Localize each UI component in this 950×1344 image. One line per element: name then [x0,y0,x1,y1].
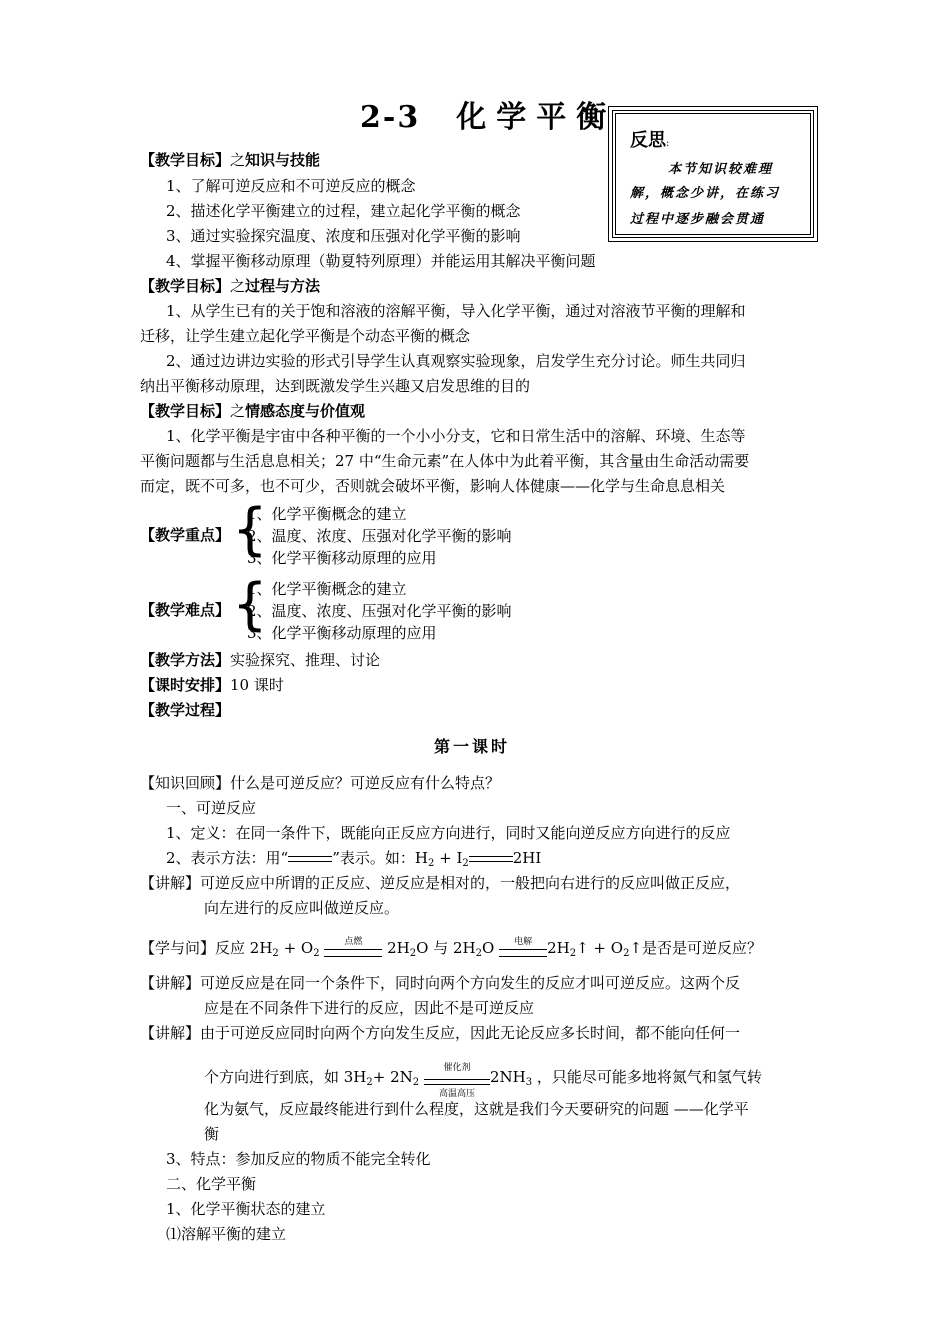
paragraph-line: 1、化学平衡是宇宙中各种平衡的一个小小分支，它和日常生活中的溶解、环境、生态等 [166,427,746,445]
difficult-points-label: 【教学难点】 [140,601,231,619]
review-line: 【知识回顾】什么是可逆反应？可逆反应有什么特点？ [140,774,501,792]
goal-knowledge-heading: 【教学目标】之知识与技能 [140,151,321,169]
key-point-item: 2、温度、浓度、压强对化学平衡的影响 [247,527,512,545]
goal-item: 2、描述化学平衡建立的过程，建立起化学平衡的概念 [166,202,521,220]
key-point-item: 1、化学平衡概念的建立 [247,505,407,523]
brace-icon: { [232,497,268,562]
difficult-point-item: 3、化学平衡移动原理的应用 [247,624,437,642]
explanation-line: 个方向进行到底，如 $3H_2+ 2N_2$ 催化剂 高温高压 $2NH_3$ ，只能尽可能多地将氮气和氢气转 [204,1063,762,1099]
representation-line: 2、表示方法：用“ ”表示。如：$H_2 + I_2$ 2HI [166,849,542,869]
explanation-line: 应是在不同条件下进行的反应，因此不是可逆反应 [204,999,535,1017]
explanation-line: 【讲解】可逆反应是在同一个条件下，同时向两个方向发生的反应才叫可逆反应。这两个反 [140,974,741,992]
goal-process-heading: 【教学目标】之过程与方法 [140,277,321,295]
reversible-arrow-icon [469,853,513,865]
goal-item: 1、了解可逆反应和不可逆反应的概念 [166,177,416,195]
paragraph-line: 2、通过边讲边实验的形式引导学生认真观察实验现象，启发学生充分讨论。师生共同归 [166,352,746,370]
paragraph-line: 平衡问题都与生活息息相关；27 中“生命元素”在人体中为此着平衡，其含量由生命活动需要 [140,452,750,470]
explanation-line: 向左进行的反应叫做逆反应。 [204,899,400,917]
paragraph-line: 迁移，让学生建立起化学平衡是个动态平衡的概念 [140,327,471,345]
goal-emotion-heading: 【教学目标】之情感态度与价值观 [140,402,366,420]
explanation-line: 衡 [204,1125,220,1143]
reflection-line-3: 过程中逐步融会贯通 [630,212,766,227]
section-heading: 一、可逆反应 [166,799,257,817]
key-points-label: 【教学重点】 [140,526,231,544]
difficult-point-item: 1、化学平衡概念的建立 [247,580,407,598]
explanation-line: 【讲解】由于可逆反应同时向两个方向发生反应，因此无论反应多长时间，都不能向任何一 [140,1024,741,1042]
ignite-condition: 点燃 [324,942,382,956]
key-point-item: 3、化学平衡移动原理的应用 [247,549,437,567]
difficult-point-item: 2、温度、浓度、压强对化学平衡的影响 [247,602,512,620]
reflection-box [612,110,814,238]
feature-line: 3、特点：参加反应的物质不能完全转化 [166,1150,431,1168]
reflection-line-1: 本节知识较难理 [668,162,774,177]
question-line: 【学与问】反应 $2H_2 + O_2$ 点燃 $2H_2O$ 与 $2H_2O$ 电解 $2H_2↑$ + $O_2↑$是否是可逆反应？ [140,937,763,959]
brace-icon: { [232,572,268,637]
definition-line: 1、定义：在同一条件下，既能向正反应方向进行，同时又能向逆反应方向进行的反应 [166,824,731,842]
paragraph-line: 1、从学生已有的关于饱和溶液的溶解平衡，导入化学平衡，通过对溶液节平衡的理解和 [166,302,746,320]
reversible-arrow-icon [288,853,332,865]
explanation-line: 【讲解】可逆反应中所谓的正反应、逆反应是相对的，一般把向右进行的反应叫做正反应， [140,874,741,892]
goal-item: 4、掌握平衡移动原理（勒夏特列原理）并能运用其解决平衡问题 [166,252,596,270]
reflection-head: 反思: [630,130,670,151]
reflection-line-2: 解，概念少讲，在练习 [630,186,781,201]
subsection-heading: ⑴溶解平衡的建立 [166,1225,287,1243]
catalyst-condition: 催化剂 高温高压 [424,1071,490,1085]
subsection-heading: 1、化学平衡状态的建立 [166,1200,326,1218]
electrolysis-condition: 电解 [499,942,547,956]
title-number: 2-3 [360,100,421,135]
lesson-title: 第一课时 [434,737,511,756]
paragraph-line: 纳出平衡移动原理，达到既激发学生兴趣又启发思维的目的 [140,377,531,395]
paragraph-line: 而定，既不可多，也不可少，否则就会破坏平衡，影响人体健康——化学与生命息息相关 [140,477,726,495]
process-label: 【教学过程】 [140,701,231,719]
title-text: 化学平衡 [456,100,617,135]
explanation-line: 化为氨气，反应最终能进行到什么程度，这就是我们今天要研究的问题 ——化学平 [204,1100,749,1118]
schedule-row: 【课时安排】10 课时 [140,676,284,694]
goal-item: 3、通过实验探究温度、浓度和压强对化学平衡的影响 [166,227,521,245]
method-row: 【教学方法】实验探究、推理、讨论 [140,651,381,669]
page-title [360,92,616,136]
section-heading: 二、化学平衡 [166,1175,257,1193]
